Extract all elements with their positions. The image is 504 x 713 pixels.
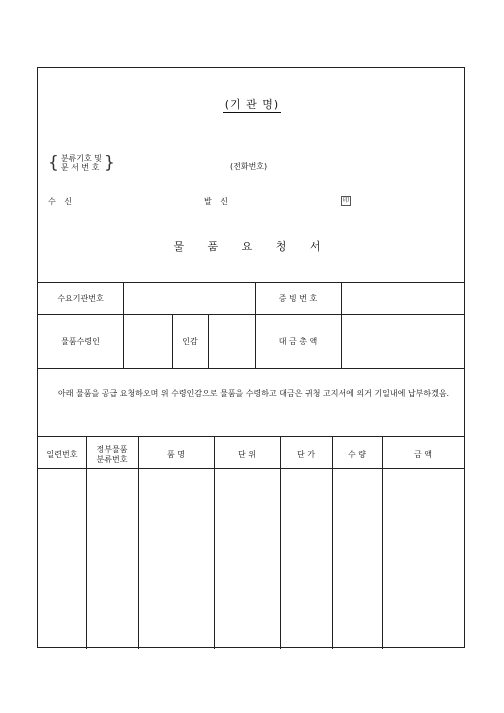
recipient-label: 수 신 bbox=[48, 197, 75, 206]
divider bbox=[208, 314, 209, 368]
column-header-item-name: 품 명 bbox=[167, 450, 185, 459]
column-header-amount: 금 액 bbox=[414, 450, 432, 459]
right-brace: } bbox=[104, 152, 115, 173]
classification-label: { 분류기호 및 문 서 번 호 } bbox=[48, 152, 115, 173]
column-header-unit: 단 위 bbox=[238, 450, 256, 459]
receiver-label: 물품수령인 bbox=[61, 337, 100, 346]
stamp-label: 인감 bbox=[182, 337, 198, 346]
sender-label: 발 신 bbox=[204, 197, 231, 206]
seal-icon: 印 bbox=[342, 197, 349, 204]
payment-total-label: 대 금 총 액 bbox=[278, 337, 318, 346]
column-header-gov-classification-no: 정부물품 분류번호 bbox=[96, 445, 128, 464]
divider bbox=[341, 282, 342, 368]
column-header-serial-no: 일련번호 bbox=[46, 450, 78, 459]
left-brace: { bbox=[48, 152, 59, 173]
divider bbox=[38, 314, 464, 315]
phone-label: (전화번호) bbox=[230, 162, 268, 171]
agency-name: (기 관 명) bbox=[224, 98, 280, 111]
divider bbox=[38, 368, 464, 369]
demand-agency-no-label: 수요기관번호 bbox=[57, 294, 104, 303]
request-text: 아래 물품을 공급 요청하오며 위 수령인감으로 물품을 수령하고 대금은 귀청 고지서에 의거 기일내에 납부하겠음. bbox=[58, 389, 450, 398]
column-header-unit-price: 단 가 bbox=[297, 450, 315, 459]
evidence-no-label: 증 빙 번 호 bbox=[278, 294, 318, 303]
divider bbox=[38, 436, 464, 437]
requisition-form bbox=[37, 67, 465, 648]
divider bbox=[123, 282, 124, 368]
column-header-quantity: 수 량 bbox=[348, 450, 366, 459]
divider bbox=[38, 282, 464, 283]
document-title: 물 품 요 청 서 bbox=[173, 240, 331, 253]
